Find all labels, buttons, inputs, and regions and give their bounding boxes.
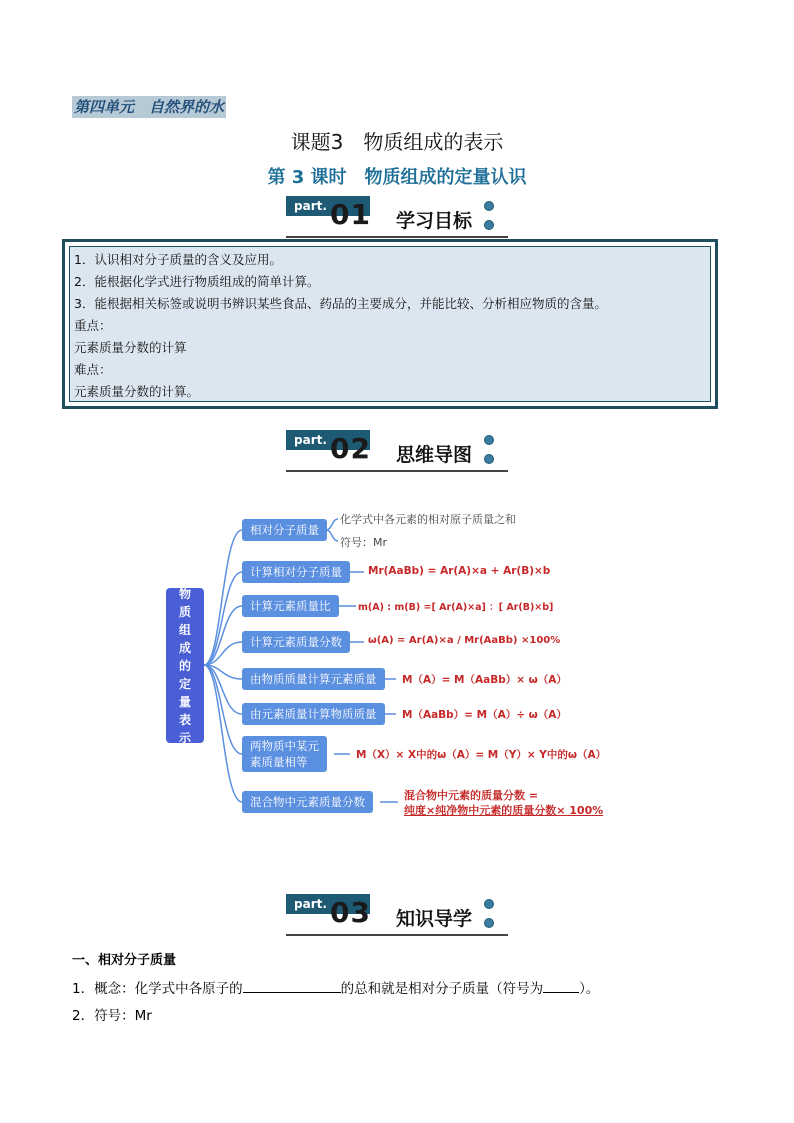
part-tag: part.	[286, 430, 370, 450]
mindmap-node: 由元素质量计算物质质量	[242, 703, 385, 725]
mindmap-center: 物 质 组 成 的 定 量 表 示	[166, 588, 204, 743]
part-number: 01	[330, 198, 371, 231]
mindmap-desc: 符号：Mr	[340, 536, 388, 549]
objective-line: 3．能根据相关标签或说明书辨识某些食品、药品的主要成分，并能比较、分析相应物质的含量。	[74, 296, 607, 311]
water-drops-icon	[484, 894, 506, 906]
part-title: 思维导图	[396, 444, 473, 466]
part-title: 知识导学	[396, 908, 473, 930]
mindmap-desc: 化学式中各元素的相对原子质量之和	[340, 513, 516, 526]
key-point-label: 重点：	[74, 318, 112, 333]
mindmap-node: 混合物中元素质量分数	[242, 791, 373, 813]
objective-line: 2．能根据化学式进行物质组成的简单计算。	[74, 274, 320, 289]
part-title: 学习目标	[396, 210, 473, 232]
mindmap-node: 计算相对分子质量	[242, 561, 350, 583]
concept-line: 1．概念：化学式中各原子的 的总和就是相对分子质量（符号为 ）。	[72, 977, 599, 997]
difficulty-text: 元素质量分数的计算。	[74, 384, 200, 399]
mindmap-node: 由物质质量计算元素质量	[242, 668, 385, 690]
mindmap-formula: ω(A) = Ar(A)×a / Mr(AaBb) ×100%	[368, 635, 561, 646]
part-number: 02	[330, 432, 371, 465]
fill-blank[interactable]	[243, 978, 341, 993]
mindmap-node: 相对分子质量	[242, 519, 327, 541]
difficulty-label: 难点：	[74, 362, 112, 377]
part-tag: part.	[286, 196, 370, 216]
section-heading: 一、相对分子质量	[72, 953, 177, 968]
mindmap-formula: 纯度×纯净物中元素的质量分数× 100%	[404, 804, 604, 817]
mindmap-formula: M（AaBb）= M（A）÷ ω（A）	[402, 709, 567, 721]
unit-banner: 第四单元 自然界的水	[74, 98, 225, 116]
mindmap-node: 两物质中某元 素质量相等	[242, 736, 327, 772]
mindmap-formula: Mr(AaBb) = Ar(A)×a + Ar(B)×b	[368, 565, 551, 577]
mindmap-formula: 混合物中元素的质量分数 =	[404, 789, 539, 802]
symbol-line: 2．符号：Mr	[72, 1008, 152, 1024]
period-title: 第 3 课时 物质组成的定量认识	[267, 167, 527, 188]
part-03-header	[286, 894, 508, 936]
mindmap-node: 计算元素质量分数	[242, 631, 350, 653]
fill-blank[interactable]	[543, 978, 579, 993]
divider	[286, 934, 508, 936]
lesson-title: 课题3 物质组成的表示	[290, 130, 504, 154]
part-tag: part.	[286, 894, 370, 914]
mindmap-formula: m(A) : m(B) =[ Ar(A)×a] ：[ Ar(B)×b]	[358, 602, 554, 613]
mindmap-node: 计算元素质量比	[242, 595, 339, 617]
key-point-text: 元素质量分数的计算	[74, 340, 187, 355]
mindmap-formula: M（X）× X中的ω（A）= M（Y）× Y中的ω（A）	[356, 749, 607, 761]
objective-line: 1．认识相对分子质量的含义及应用。	[74, 252, 282, 267]
part-number: 03	[330, 896, 371, 929]
mindmap-formula: M（A）= M（AaBb）× ω（A）	[402, 674, 567, 686]
